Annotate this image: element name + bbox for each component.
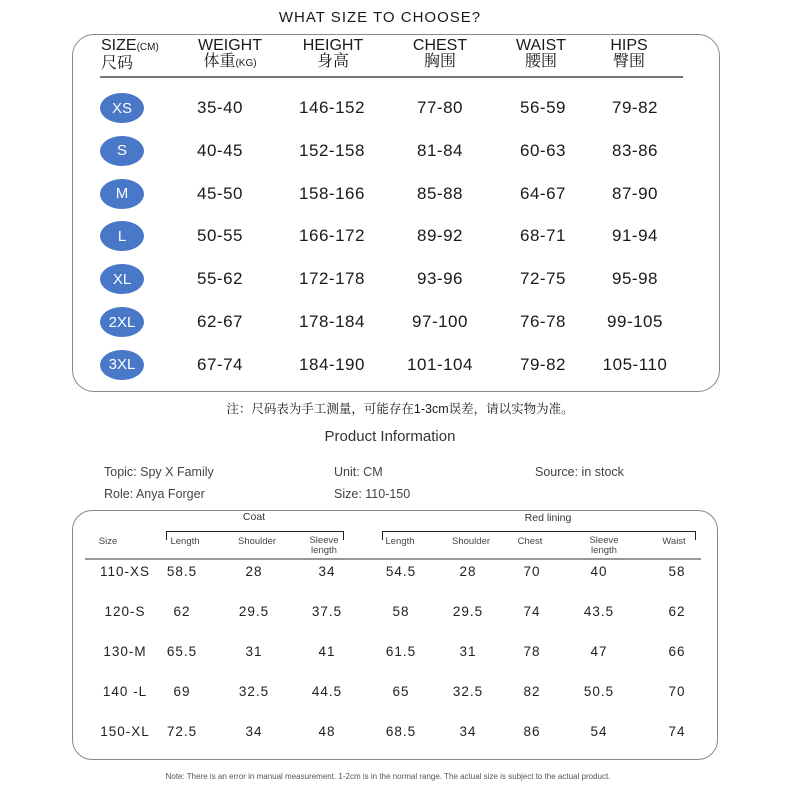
cell-chest: 89-92 [417,226,463,246]
group-coat: Coat [242,511,266,523]
measurement-cell: 28 [459,564,477,579]
header-en: SIZE [101,37,137,54]
info-topic: Topic: Spy X Family [104,465,214,479]
cell-chest: 93-96 [417,269,463,289]
cell-weight: 35-40 [197,98,243,117]
header-zh: 腰围 [524,53,558,70]
size-badge: S [100,136,144,166]
measurement-cell: 29.5 [452,604,484,619]
measurement-cell: 65 [392,684,410,699]
size-label: 150-XL [100,724,150,739]
measurement-cell: 28 [245,564,263,579]
cell-height: 158-166 [299,183,365,203]
cell-weight: 55-62 [197,269,243,289]
measurement-cell: 29.5 [238,604,270,619]
cell-weight: 45-50 [197,183,243,203]
size-badge: 2XL [100,307,144,337]
cell-height: 146-152 [299,98,365,117]
header-zh: 尺码 [101,55,134,72]
measurement-cell: 66 [668,644,686,659]
cell-chest: 101-104 [407,354,473,374]
info-source: Source: in stock [535,465,624,479]
size-badge: M [100,179,144,209]
cell-hips: 79-82 [612,98,658,117]
header-zh: 身高 [316,53,350,70]
size-chart-title: WHAT SIZE TO CHOOSE? [278,9,482,26]
measurement-cell: 44.5 [311,684,343,699]
cell-height: 172-178 [299,269,365,289]
measurement-cell: 32.5 [452,684,484,699]
size-badge: L [100,221,144,251]
cell-hips: 99-105 [607,312,663,331]
measurement-cell: 70 [668,684,686,699]
size-label: 130-M [103,644,147,659]
measurement-cell: 86 [523,724,541,739]
cell-weight: 50-55 [197,226,243,246]
cell-hips: 105-110 [602,354,668,374]
measurement-cell: 31 [459,644,477,659]
header-waist [516,38,566,70]
measurement-cell: 31 [245,644,263,659]
measurement-cell: 34 [318,564,336,579]
measurement-cell: 47 [590,644,608,659]
cell-weight: 40-45 [197,140,243,160]
measurement-cell: 37.5 [311,604,343,619]
garment-note: Note: There is an error in manual measurement. 1-2cm is in the normal range. The actual size is subject to the actual product. [165,772,611,781]
size-chart-panel [72,34,720,392]
size-badge: XL [100,264,144,294]
header-unit: (KG) [235,58,257,69]
header-chest [413,38,467,70]
size-badge: XS [100,93,144,123]
header-en: WAIST [515,37,567,54]
size-badge: 3XL [100,350,144,380]
measurement-cell: 32.5 [238,684,270,699]
cell-hips: 95-98 [612,269,658,289]
cell-weight: 62-67 [197,312,243,331]
info-unit: Unit: CM [334,465,383,479]
cell-chest: 81-84 [417,140,463,160]
cell-waist: 76-78 [520,312,566,331]
info-role: Role: Anya Forger [104,487,205,501]
column-header: Sleeve length [589,535,619,556]
cell-waist: 64-67 [520,183,566,203]
column-header: Size [98,536,118,547]
measurement-cell: 48 [318,724,336,739]
header-zh: 体重 [203,53,236,70]
header-en: WEIGHT [198,37,262,54]
header-en: CHEST [412,37,468,54]
cell-chest: 85-88 [417,183,463,203]
measurement-cell: 72.5 [166,724,198,739]
cell-waist: 68-71 [520,226,566,246]
header-height [303,38,363,70]
measurement-cell: 40 [590,564,608,579]
measurement-cell: 62 [173,604,191,619]
cell-weight: 67-74 [197,354,243,374]
cell-chest: 97-100 [412,312,468,331]
column-header: Length [385,536,415,547]
cell-chest: 77-80 [417,98,463,117]
measurement-cell: 50.5 [583,684,615,699]
header-size [101,38,159,72]
measurement-cell: 70 [523,564,541,579]
column-header: Shoulder [237,536,277,547]
measurement-cell: 65.5 [166,644,198,659]
product-info-title: Product Information [324,428,456,445]
size-chart-note: 注：尺码表为手工测量，可能存在1-3cm误差，请以实物为准。 [226,402,574,416]
measurement-cell: 54 [590,724,608,739]
header-divider [100,76,683,78]
header-hips [610,38,647,70]
size-label: 140 -L [102,684,148,699]
measurement-cell: 74 [668,724,686,739]
group-red-lining: Red lining [524,512,572,524]
measurement-cell: 41 [318,644,336,659]
measurement-cell: 82 [523,684,541,699]
info-size: Size: 110-150 [334,487,411,501]
measurement-cell: 78 [523,644,541,659]
cell-waist: 60-63 [520,140,566,160]
header-unit: (CM) [136,42,159,53]
measurement-cell: 34 [459,724,477,739]
header-zh: 臀围 [612,53,645,70]
cell-hips: 91-94 [612,226,658,246]
cell-hips: 83-86 [612,140,658,160]
header-weight [198,38,262,72]
measurement-cell: 62 [668,604,686,619]
cell-height: 166-172 [299,226,365,246]
measurement-cell: 58.5 [166,564,198,579]
size-label: 110-XS [99,564,151,579]
header-zh: 胸围 [423,53,457,70]
size-label: 120-S [104,604,146,619]
measurement-cell: 61.5 [385,644,417,659]
cell-height: 184-190 [299,354,365,374]
measurement-cell: 74 [523,604,541,619]
column-header: Chest [517,536,543,547]
measurement-cell: 68.5 [385,724,417,739]
cell-waist: 56-59 [520,98,566,117]
header-en: HIPS [610,37,648,54]
cell-waist: 72-75 [520,269,566,289]
cell-height: 152-158 [299,140,365,160]
column-header: Sleeve length [309,535,339,556]
measurement-cell: 54.5 [385,564,417,579]
column-header: Length [170,536,200,547]
column-header: Waist [662,536,686,547]
measurement-cell: 43.5 [583,604,615,619]
cell-hips: 87-90 [612,183,658,203]
cell-waist: 79-82 [520,354,566,374]
garment-header-divider [85,558,701,560]
measurement-cell: 58 [668,564,686,579]
column-header: Shoulder [451,536,491,547]
measurement-cell: 69 [173,684,191,699]
measurement-cell: 58 [392,604,410,619]
measurement-cell: 34 [245,724,263,739]
cell-height: 178-184 [299,312,365,331]
header-en: HEIGHT [302,37,364,54]
